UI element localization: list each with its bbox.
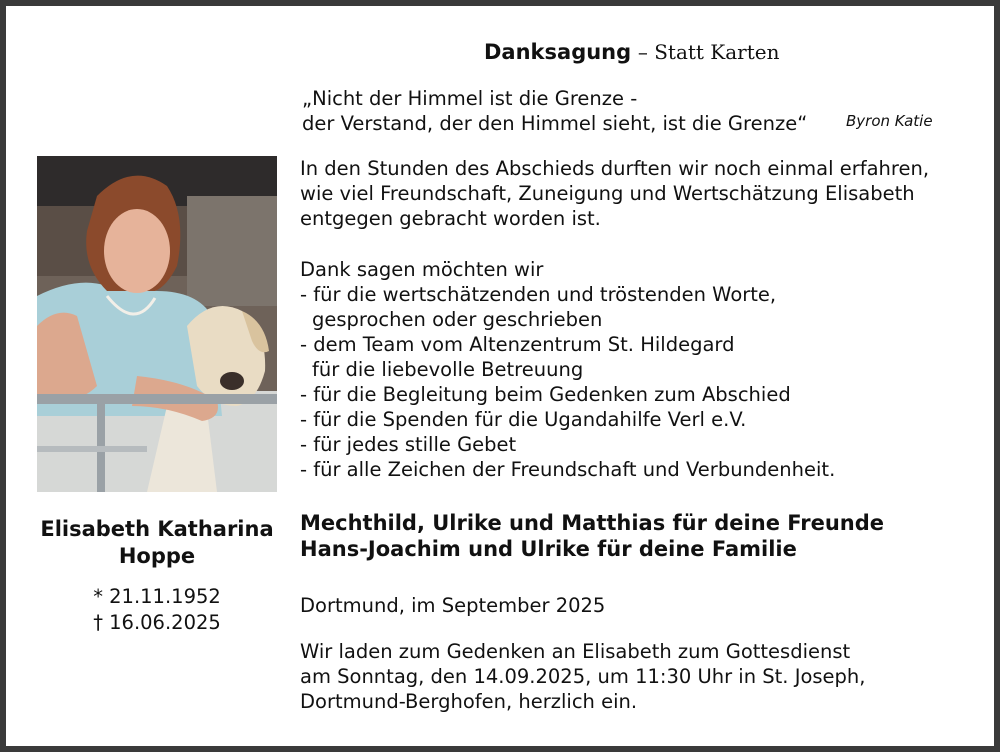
signature-line: Hans-Joachim und Ulrike für deine Familie	[300, 537, 797, 561]
thanks-line: - für die Spenden für die Ugandahilfe Verl e.V.	[300, 408, 747, 431]
page-title: Danksagung	[484, 40, 632, 64]
quote-author: Byron Katie	[846, 112, 933, 130]
place-date	[300, 593, 605, 618]
thanks-line: - für alle Zeichen der Freundschaft und Verbundenheit.	[300, 458, 836, 481]
thanks-list	[300, 257, 835, 482]
life-dates	[36, 584, 278, 636]
signature-line: Mechthild, Ulrike und Matthias für deine Freunde	[300, 511, 885, 535]
thanks-line: Dank sagen möchten wir	[300, 258, 544, 281]
intro-line: wie viel Freundschaft, Zuneigung und Wertschätzung Elisabeth	[300, 182, 915, 205]
death-date: † 16.06.2025	[93, 611, 221, 634]
thanks-line: - dem Team vom Altenzentrum St. Hildegard	[300, 333, 735, 356]
portrait-illustration	[37, 156, 277, 492]
intro-paragraph	[300, 156, 929, 231]
header	[484, 40, 779, 64]
invitation-line: Dortmund-Berghofen, herzlich ein.	[300, 690, 638, 713]
portrait-photo	[37, 156, 277, 492]
name-line: Hoppe	[118, 544, 196, 568]
quote-line: der Verstand, der den Himmel sieht, ist die Grenze“	[302, 112, 808, 135]
thanks-line: - für die Begleitung beim Gedenken zum Abschied	[300, 383, 791, 406]
thanks-line: für die liebevolle Betreuung	[312, 358, 584, 381]
page-subtitle: – Statt Karten	[637, 40, 780, 64]
thanks-line: gesprochen oder geschrieben	[312, 308, 603, 331]
intro-line: entgegen gebracht worden ist.	[300, 207, 601, 230]
quote	[302, 86, 807, 136]
obituary-page	[6, 6, 994, 746]
intro-line: In den Stunden des Abschieds durften wir noch einmal erfahren,	[300, 157, 930, 180]
name-line: Elisabeth Katharina	[40, 517, 274, 541]
invitation-line: am Sonntag, den 14.09.2025, um 11:30 Uhr in St. Joseph,	[300, 665, 866, 688]
place-date-line: Dortmund, im September 2025	[300, 594, 606, 617]
thanks-line: - für die wertschätzenden und tröstenden Worte,	[300, 283, 777, 306]
signatures	[300, 510, 884, 562]
quote-line: „Nicht der Himmel ist die Grenze -	[302, 87, 638, 110]
thanks-line: - für jedes stille Gebet	[300, 433, 517, 456]
deceased-name	[36, 516, 278, 570]
invitation	[300, 639, 865, 714]
birth-date: * 21.11.1952	[93, 585, 221, 608]
invitation-line: Wir laden zum Gedenken an Elisabeth zum Gottesdienst	[300, 640, 851, 663]
